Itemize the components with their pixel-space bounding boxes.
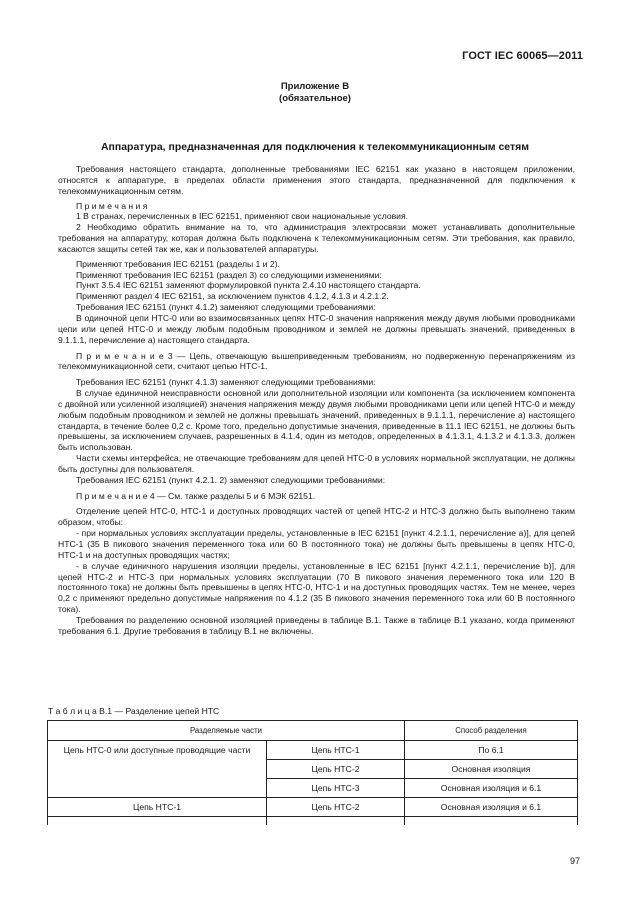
paragraph-req-412: Требования IEC 62151 (пункт 4.1.2) заменяют следующими требованиями: xyxy=(76,302,376,313)
table-row xyxy=(48,741,578,760)
table-empty-cell xyxy=(267,817,405,826)
note-1: 1 В странах, перечисленных в IEC 62151, применяют свои национальные условия. xyxy=(76,211,409,222)
paragraph-req-4212: Требования IEC 62151 (пункт 4.2.1. 2) заменяют следующими требованиями: xyxy=(76,474,386,485)
paragraph-apply-section3: Применяют требования IEC 62151 (раздел 3) со следующими изменениями: xyxy=(76,269,382,280)
header-separated-parts: Разделяемые части xyxy=(48,721,405,741)
paragraph-table-reference: Требования по разделению основной изоляцией приведены в таблице В.1. Также в таблице В.1 указано, когда применяют требования 6.1. Другие требования в таблицу В.1 не включены. xyxy=(58,614,575,636)
table-cell-circuit: Цепь НТС-2 xyxy=(267,798,405,817)
table-caption-text: — Разделение цепей НТС xyxy=(112,706,220,716)
note-4-text: — См. также разделы 5 и 6 МЭК 62151. xyxy=(154,490,316,501)
note-4 xyxy=(58,491,575,502)
note-4-label: П р и м е ч а н и е 4 xyxy=(76,490,155,501)
table-caption-label: Т а б л и ц а В.1 xyxy=(48,706,113,716)
table-empty-cell xyxy=(405,817,578,826)
header-separation-method: Способ разделения xyxy=(405,721,578,741)
section-title: Аппаратура, предназначенная для подключения к телекоммуникационным сетям xyxy=(100,141,530,153)
page-number: 97 xyxy=(569,856,580,866)
paragraph-req-413: Требования IEC 62151 (пункт 4.1.3) заменяют следующими требованиями: xyxy=(76,377,376,388)
table-cell-method: Основная изоляция и 6.1 xyxy=(405,779,578,798)
table-row xyxy=(48,798,578,817)
paragraph-htc0-single: В одиночной цепи НТС-0 или во взаимосвязанных цепях НТС-0 значения напряжения между двумя любыми проводниками цепи или цепей НТС-0 и между любым подобным проводником и землей не должны превышать значений, приведенных в 9.1.1.1, перечисление a) настоящего стандарта. xyxy=(58,312,575,345)
paragraph-interface: Части схемы интерфейса, не отвечающие требованиям для цепей НТС-0 в условиях нормальной эксплуатации, не должны быть доступны для пользователя. xyxy=(58,453,575,474)
note-3 xyxy=(58,351,575,373)
paragraph-separation: Отделение цепей НТС-0, НТС-1 и доступных проводящих частей от цепей НТС-2 и НТС-3 должно быть выполнено таким образом, чтобы: xyxy=(58,506,575,528)
paragraph-item-354: Пункт 3.5.4 IEC 62151 заменяют формулировкой пункта 2.4.10 настоящего стандарта. xyxy=(76,280,421,291)
table-header-row xyxy=(48,721,578,741)
body-text xyxy=(58,164,575,637)
standard-header: ГОСТ IEC 60065—2011 xyxy=(462,50,583,62)
notes-label: П р и м е ч а н и я xyxy=(76,200,148,211)
table-caption xyxy=(48,706,219,716)
paragraph-normal-conditions: - при нормальных условиях эксплуатации пределы, установленные в IEC 62151 [пункт 4.2.1.1, перечисление a)], для цепей НТС-1 (35 В пикового значения переменного тока или 60 В постоянного тока) не должны быть превышены в цепях НТС-0, НТС-1 и на доступных проводящих частях; xyxy=(58,528,575,560)
table-empty-cell xyxy=(48,817,267,826)
table-empty-row xyxy=(48,817,578,826)
paragraph-single-fault: В случае единичной неисправности основной или дополнительной изоляции или компонента (за исключением компонента с двойной или усиленной изоляцией) значения напряжения между двумя любыми проводниками цепи или цепей НТС-0 и между любым подобным проводником и землей не должны превышать значений, приведенных в 9.1.1.1, перечисление a) настоящего стандарта, в течение более 0,2 с. Кроме того, предельно допустимые значения, приведенные в 11.1 IEC 62151, не должны быть превышены, за исключением случаев, разрешенных в 4.1.4, один из методов, определенных в 4.1.3.1, 4.1.3.2 и 4.1.3.3, должен быть использован. xyxy=(58,388,575,453)
table-cell-method: Основная изоляция и 6.1 xyxy=(405,798,578,817)
appendix-status: (обязательное) xyxy=(279,93,351,104)
group-htc1-label: Цепь НТС-1 xyxy=(48,798,267,817)
separation-table xyxy=(47,720,578,825)
table-cell-method: Основная изоляция xyxy=(405,760,578,779)
note-2: 2 Необходимо обратить внимание на то, что администрация электросвязи может устанавливать дополнительные требования на аппаратуру, которая должна быть подключена к телекоммуникационным сетям. Эти требования, как правило, касаются защиты сетей так же, как и пользователей аппаратуры. xyxy=(58,222,575,254)
paragraph-apply-sections: Применяют требования IEC 62151 (разделы 1 и 2). xyxy=(76,258,280,269)
table-cell-circuit: Цепь НТС-3 xyxy=(267,779,405,798)
note-3-label: П р и м е ч а н и е 3 xyxy=(76,350,173,361)
note-3-text: — Цепь, отвечающую вышеприведенным требованиям, но подверженную перенапряжениям из телекоммуникационной сети, считают цепью НТС-1. xyxy=(58,350,576,372)
table-cell-circuit: Цепь НТС-2 xyxy=(267,760,405,779)
paragraph-section4: Применяют раздел 4 IEC 62151, за исключением пунктов 4.1.2, 4.1.3 и 4.2.1.2. xyxy=(76,291,389,302)
table-cell-method: По 6.1 xyxy=(405,741,578,760)
table-cell-circuit: Цепь НТС-1 xyxy=(267,741,405,760)
appendix-title: Приложение В xyxy=(280,81,350,92)
paragraph-single-fault-limits: - в случае единичного нарушения изоляции пределы, установленные в IEC 62151 [пункт 4.2.1.1, перечисление b)], для цепей НТС-2 и НТС-3 при нормальных условиях эксплуатации (70 В пикового значения переменного тока или 120 В постоянного тока) не должны быть превышены в цепях НТС-0, НТС-1 и на доступных проводящих частях. Тем не менее, через 0,2 с применяют предельно допустимые напряжения по 4.1.2 (35 В пикового значения переменного тока или 60 В постоянного тока). xyxy=(58,560,575,615)
group-htc0-label: Цепь НТС-0 или доступные проводящие части xyxy=(48,741,267,798)
intro-paragraph: Требования настоящего стандарта, дополненные требованиями IEC 62151 как указано в настоящем приложении, относятся к аппаратуре, в пределах области применения этого стандарта, предназначенной для подключения к телекоммуникационным сетям. xyxy=(58,164,575,196)
